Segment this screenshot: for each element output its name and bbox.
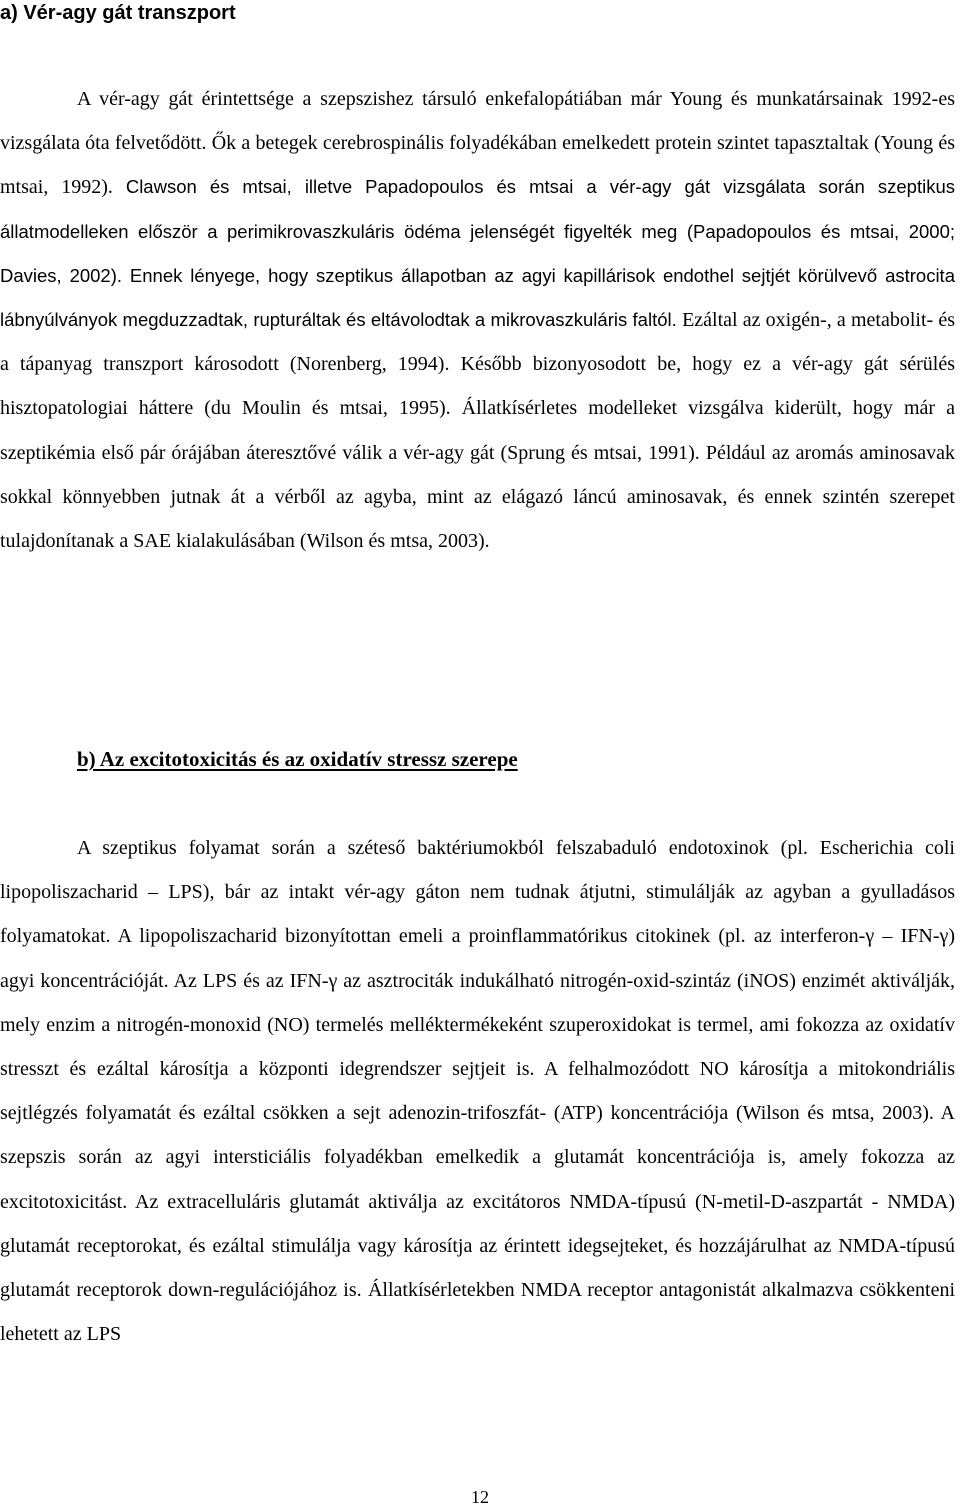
section-b-paragraph: A szeptikus folyamat során a széteső baktériumokból felszabaduló endotoxinok (pl. Escherichia coli lipopoliszacharid – LPS), bár az intakt vér-agy gáton nem tudnak átjutni, stimulálják az agyban a gyulladásos folyamatokat. A lipopoliszacharid bizonyítottan emeli a proinflammatórikus citokinek (pl. az interferon-γ – IFN-γ) agyi koncentrációját. Az LPS és az IFN-γ az asztrociták indukálható nitrogén-oxid-szintáz (iNOS) enzimét aktiválják, mely enzim a nitrogén-monoxid (NO) termelés melléktermékeként szuperoxidokat is termel, ami fokozza az oxidatív stresszt és ezáltal károsítja a központi idegrendszer sejtjeit is. A felhalmozódott NO károsítja a mitokondriális sejtlégzés folyamatát és ezáltal csökken a sejt adenozin-trifoszfát- (ATP) koncentrációja (Wilson és mtsa, 2003). A szepszis során az agyi intersticiális folyadékban emelkedik a glutamát koncentrációja is, amely fokozza az excitotoxicitást. Az extracelluláris glutamát aktiválja az excitátoros NMDA-típusú (N-metil-D-aszpartát - NMDA) glutamát receptorokat, és ezáltal stimulálja vagy károsítja az érintett idegsejteket, és hozzájárulhat az NMDA-típusú glutamát receptorok down-regulációjához is. Állatkísérletekben NMDA receptor antagonistát alkalmazva csökkenteni lehetett az LPS — [0, 837, 955, 1346]
section-a-heading: a) Vér-agy gát transzport — [0, 2, 236, 24]
section-b-heading: b) Az excitotoxicitás és az oxidatív stressz szerepe — [77, 747, 518, 771]
page-number: 12 — [471, 1487, 489, 1507]
paragraph-text-run: A vér-agy gát érintettsége a szepszishez társuló enkefalopátiában már Young és munkatársainak 1992-es vizsgálata óta felvetődött. Ők a betegek cerebrospinális folyadékában emelkedett protein szintet tapasztaltak (Young és mtsai, 1992). — [0, 88, 955, 199]
section-a-paragraph — [0, 77, 955, 563]
paragraph-text-run-sans: Clawson és mtsai, illetve Papadopoulos és mtsai a vér-agy gát vizsgálata során szeptikus állatmodelleken először a perimikrovaszkuláris ödéma jelenségét figyelték meg (Papadopoulos és mtsai, 2000; Davies, 2002). Ennek lényege, hogy szeptikus állapotban az agyi kapillárisok endothel sejtjét körülvevő astrocita lábnyúlványok megduzzadtak, rupturáltak és eltávolodtak a mikrovaszkuláris faltól. — [0, 176, 955, 331]
paragraph-text-run: Ezáltal az oxigén-, a metabolit- és a tápanyag transzport károsodott (Norenberg, 1994). Később bizonyosodott be, hogy ez a vér-agy gát sérülés hisztopatologiai háttere (du Moulin és mtsai, 1995). Állatkísérletes modelleket vizsgálva kiderült, hogy már a szeptikémia első pár órájában áteresztővé válik a vér-agy gát (Sprung és mtsai, 1991). Például az aromás aminosavak sokkal könnyebben jutnak át a vérből az agyba, mint az elágazó láncú aminosavak, és ennek szintén szerepet tulajdonítanak a SAE kialakulásában (Wilson és mtsa, 2003). — [0, 309, 955, 553]
